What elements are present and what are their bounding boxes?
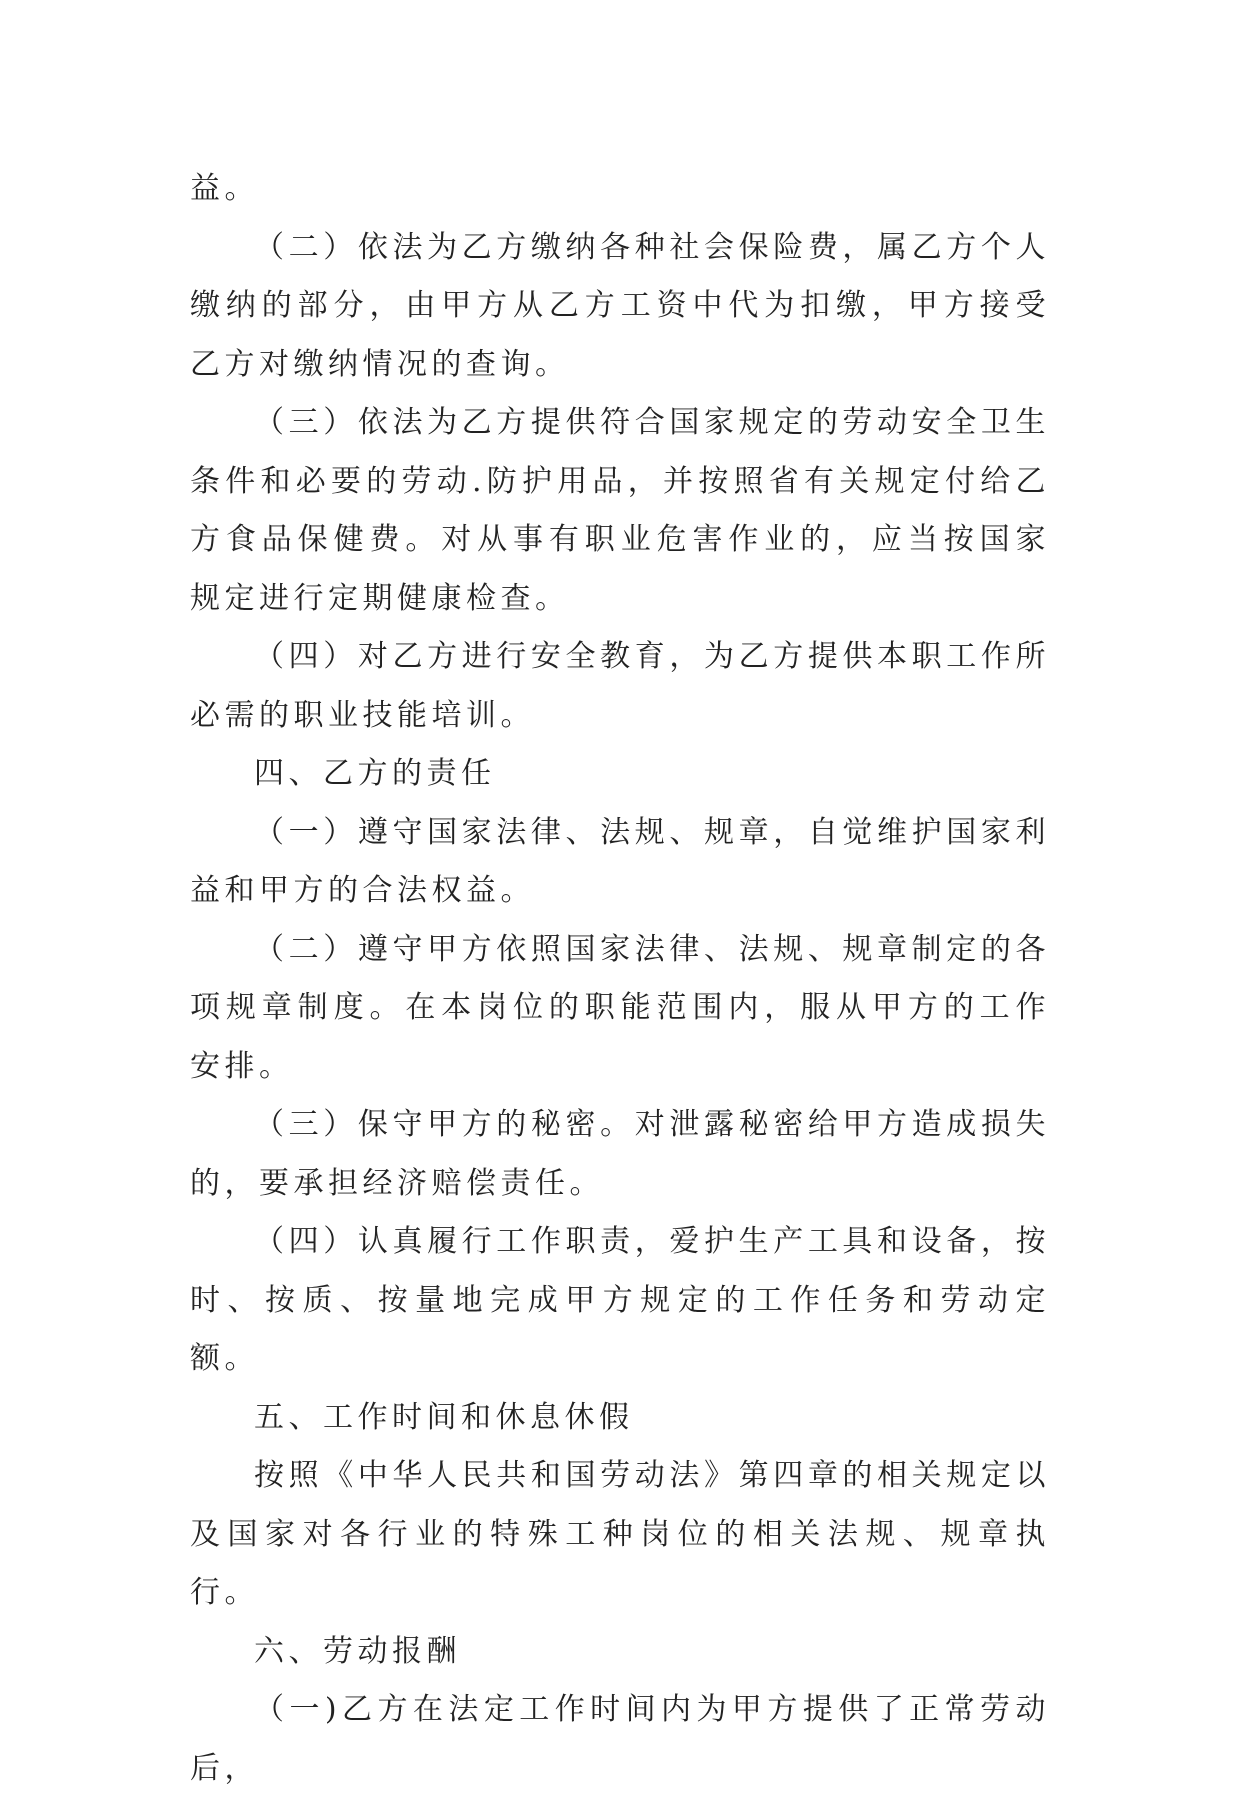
paragraph-clause-4-training: （四）对乙方进行安全教育，为乙方提供本职工作所必需的职业技能培训。: [190, 639, 1050, 733]
section-heading-remuneration: 六、劳动报酬: [254, 1633, 461, 1669]
document-body: [190, 160, 1050, 1798]
paragraph-working-hours: 按照《中华人民共和国劳动法》第四章的相关规定以及国家对各行业的特殊工种岗位的相关法规、规章执行。: [190, 1458, 1050, 1610]
paragraph-b-clause-3: （三）保守甲方的秘密。对泄露秘密给甲方造成损失的，要承担经济赔偿责任。: [190, 1107, 1050, 1201]
paragraph-clause-2-insurance: （二）依法为乙方缴纳各种社会保险费，属乙方个人缴纳的部分，由甲方从乙方工资中代为扣缴，甲方接受乙方对缴纳情况的查询。: [190, 229, 1050, 382]
section-heading-working-hours: 五、工作时间和休息休假: [254, 1399, 634, 1435]
paragraph-continuation: 益。: [190, 171, 259, 206]
section-heading-party-b-duties: 四、乙方的责任: [254, 756, 496, 791]
paragraph-clause-3-safety: （三）依法为乙方提供符合国家规定的劳动安全卫生条件和必要的劳动.防护用品，并按照省有关规定付给乙方食品保健费。对从事有职业危害作业的，应当按国家规定进行定期健康检查。: [190, 405, 1050, 616]
paragraph-b-clause-1: （一）遵守国家法律、法规、规章，自觉维护国家利益和甲方的合法权益。: [190, 814, 1050, 908]
paragraph-b-clause-2: （二）遵守甲方依照国家法律、法规、规章制定的各项规章制度。在本岗位的职能范围内，服从甲方的工作安排。: [190, 931, 1050, 1084]
paragraph-remuneration-clause-1: （一)乙方在法定工作时间内为甲方提供了正常劳动后，: [190, 1692, 1050, 1786]
paragraph-b-clause-4: （四）认真履行工作职责，爱护生产工具和设备，按时、按质、按量地完成甲方规定的工作任务和劳动定额。: [190, 1224, 1050, 1376]
